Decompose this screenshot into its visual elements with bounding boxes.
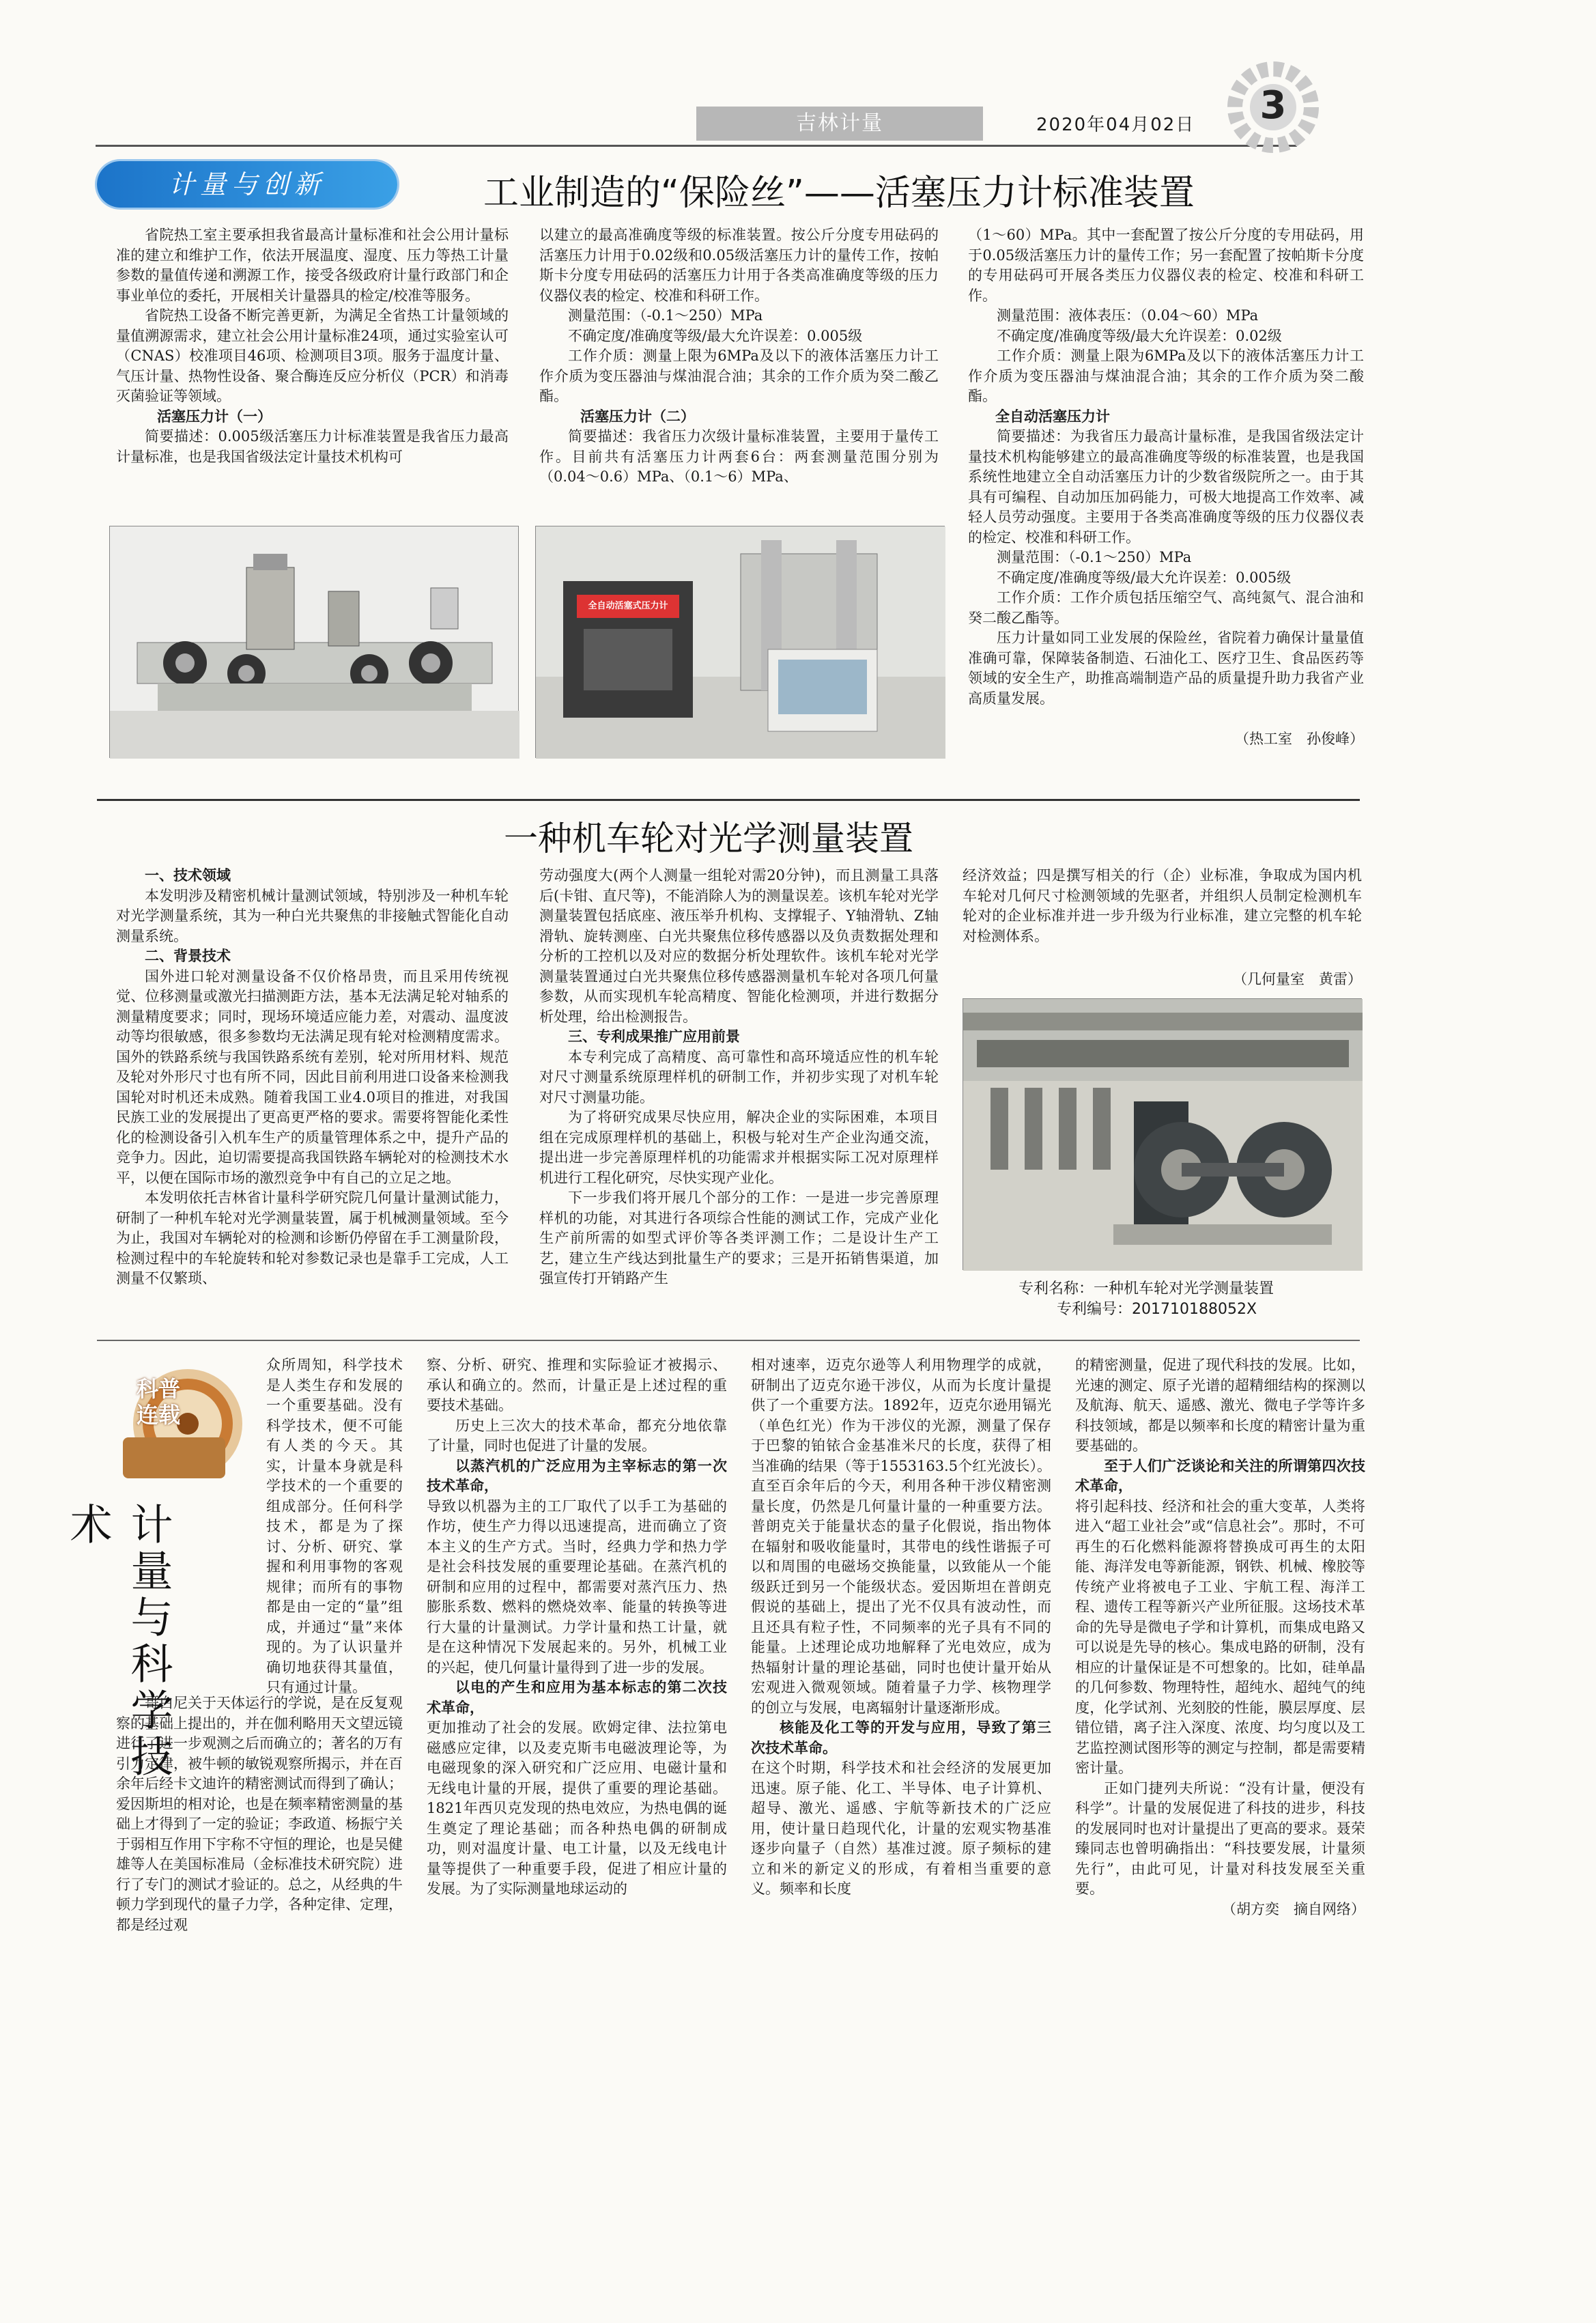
paragraph: 简要描述：为我省压力最高计量标准，是我国省级法定计量技术机构能够建立的最高准确度等级的标准装置，也是我国系统性地建立全自动活塞压力计的少数省级院所之一。由于其具有可编程、自动加压加码能力，可极大地提高工作效率、减轻人员劳动强度。主要用于各类高准确度等级的压力仪器仪表的检定、校准和科研工作。 bbox=[968, 428, 1364, 546]
patent-name: 专利名称：一种机车轮对光学测量装置 bbox=[1018, 1280, 1274, 1297]
spec-line: 工作介质：测量上限为6MPa及以下的液体活塞压力计工作介质为变压器油与煤油混合油；其余的工作介质为癸二酸酯。 bbox=[968, 348, 1364, 404]
subheading: 全自动活塞压力计 bbox=[995, 408, 1110, 425]
section-heading: 三、专利成果推广应用前景 bbox=[568, 1028, 740, 1045]
issue-date: 2020年04月02日 bbox=[1036, 115, 1195, 135]
spec-line: 不确定度/准确度等级/最大允许误差：0.005级 bbox=[568, 327, 863, 344]
paragraph: 省院热工设备不断完善更新，为满足全省热工计量领域的量值溯源需求，建立社会公用计量标准24项，通过实验室认可（CNAS）校准项目46项、检测项目3项。服务于温度计量、气压计量、热物性设备、聚合酶连反应分析仪（PCR）和消毒灭菌验证等领域。 bbox=[116, 307, 509, 404]
paragraph: 历史上三次大的技术革命，都充分地依靠了计量，同时也促进了计量的发展。 bbox=[427, 1417, 727, 1454]
badge-text: 科普连载 bbox=[137, 1376, 181, 1428]
paragraph: 正如门捷列夫所说：“没有计量，便没有科学”。计量的发展促进了科技的进步，科技的发展同时也对计量提出了更高的要求。聂荣臻同志也曾明确指出：“科技要发展，计量须先行”，由此可见，计量对科技发展至关重要。 bbox=[1075, 1779, 1365, 1897]
paragraph: 国外进口轮对测量设备不仅价格昂贵，而且采用传统视觉、位移测量或激光扫描测距方法，基本无法满足轮对轴系的测量精度要求；同时，现场环境适应能力差，对震动、温度波动等均很敏感，很多参数均无法满足现有轮对检测精度需求。国外的铁路系统与我国铁路系统有差别，轮对所用材料、规范及轮对外形尺寸也有所不同，因此目前利用进口设备来检测我国轮对时机还未成熟。随着我国工业4.0项目的推进，对我国民族工业的发展提出了更高更严格的要求。需要将智能化柔性化的检测设备引入机车生产的质量管理体系之中，提升产品的竞争力。因此，迫切需要提高我国铁路车辆轮对的检测技术水平，以便在国际市场的激烈竞争中有自己的立足之地。 bbox=[116, 968, 509, 1186]
paragraph-heading: 核能及化工等的开发与应用，导致了第三次技术革命。 bbox=[751, 1719, 1051, 1756]
page-header bbox=[96, 102, 1283, 147]
paragraph: 本专利完成了高精度、高可靠性和高环境适应性的机车轮对尺寸测量系统原理样机的研制工作，并初步实现了对机车轮对尺寸测量功能。 bbox=[539, 1048, 939, 1106]
article3-column-3 bbox=[751, 1355, 1051, 1987]
photo-piston-gauge bbox=[109, 526, 519, 758]
photo-caption-label: 全自动活塞式压力计 bbox=[588, 601, 668, 611]
spec-line: 测量范围：（-0.1～250）MPa bbox=[568, 307, 763, 324]
paragraph: 劳动强度大(两个人测量一组轮对需20分钟)，而且测量工具落后(卡钳、直尺等)，不能消除人为的测量误差。该机车轮对光学测量装置包括底座、液压举升机构、支撑辊子、Y轴滑轨、Z轴滑轨、旋转测座、白光共聚焦位移传感器以及负责数据处理和分析的工控机以及对应的数据分析处理软件。该机车轮对光学测量装置通过白光共聚焦位移传感器测量机车轮对各项几何量参数，从而实现机车轮高精度、智能化检测项，并进行数据分析处理，给出检测报告。 bbox=[539, 867, 939, 1025]
paragraph: 下一步我们将开展几个部分的工作：一是进一步完善原理样机的功能，对其进行各项综合性能的测试工作，完成产业化生产前所需的如型式评价等各类评测工作；二是设计生产工艺，建立生产线达到批量生产的要求；三是开拓销售渠道，加强宣传打开销路产生 bbox=[539, 1189, 939, 1286]
paragraph: 简要描述：我省压力次级计量标准装置，主要用于量传工作。目前共有活塞压力计两套6台：两套测量范围分别为（0.04～0.6）MPa、（0.1～6）MPa、 bbox=[539, 428, 939, 485]
paragraph: 的精密测量，促进了现代科技的发展。比如，光速的测定、原子光谱的超精细结构的探测以及航海、航天、遥感、激光、微电子学等许多科技领域，都是以频率和长度的精密计量为重要基础的。 bbox=[1075, 1357, 1365, 1454]
paragraph: 在这个时期，科学技术和社会经济的发展更加迅速。原子能、化工、半导体、电子计算机、超导、激光、遥感、宇航等新技术的广泛应用，使计量日趋现代化，计量的宏观实物基准逐步向量子（自然）基准过渡。原子频标的建立和米的新定义的形成，有着相当重要的意义。频率和长度 bbox=[751, 1760, 1051, 1897]
article3-title: 计量与科学技术 bbox=[63, 1502, 173, 1781]
paragraph: 将引起科技、经济和社会的重大变革，人类将进入“超工业社会”或“信息社会”。那时，不可再生的石化燃料能源将替换成可再生的太阳能、海洋发电等新能源，钢铁、机械、橡胶等传统产业将被电子工业、宇航工程、海洋工程、遗传工程等新兴产业所征服。这场技术革命的先导是微电子学和计算机，而集成电路又可以说是先导的核心。集成电路的研制，没有相应的计量保证是不可想象的。比如，硅单晶的几何参数、物理特性，超纯水、超纯气的纯度，化学试剂、光刻胶的性能，膜层厚度、层错位错，离子注入深度、浓度、均匀度以及工艺监控测试图形等的测定与控制，都是需要精密计量。 bbox=[1075, 1497, 1365, 1776]
paragraph: 以建立的最高准确度等级的标准装置。按公斤分度专用砝码的活塞压力计用于0.02级和0.05级活塞压力计的量传工作，按帕斯卡分度专用砝码的活塞压力计用于各类高准确度等级的压力仪器仪表的检定、校准和科研工作。 bbox=[539, 227, 939, 304]
article2-title: 一种机车轮对光学测量装置 bbox=[504, 819, 913, 858]
column-label-badge bbox=[97, 161, 397, 208]
spec-line: 测量范围：液体表压：（0.04～60）MPa bbox=[997, 307, 1259, 324]
header-rule bbox=[96, 145, 1297, 147]
paragraph: 压力计量如同工业发展的保险丝，省院着力确保计量量值准确可靠，保障装备制造、石油化工、医疗卫生、食品医药等领域的安全生产，助推高端制造产品的质量提升助力我省产业高质量发展。 bbox=[968, 630, 1364, 707]
article2-column-3 bbox=[963, 866, 1362, 968]
spec-line: 不确定度/准确度等级/最大允许误差：0.02级 bbox=[997, 327, 1282, 344]
masthead: 吉林计量 bbox=[796, 111, 883, 135]
paragraph: 导致以机器为主的工厂取代了以手工为基础的作坊，使生产力得以迅速提高，进而确立了资本主义的生产方式。当时，经典力学和热力学是社会科技发展的重要理论基础。在蒸汽机的研制和应用的过程中，都需要对蒸汽压力、热膨胀系数、燃料的燃烧效率、能量的转换等进行大量的计量测试。力学计量和热工计量，就是在这种情况下发展起来的。另外，机械工业的兴起，使几何量计量得到了进一步的发展。 bbox=[427, 1497, 727, 1676]
article1-column-1 bbox=[116, 225, 509, 507]
paragraph: 简要描述：0.005级活塞压力计标准装置是我省压力最高计量标准，也是我国省级法定计量技术机构可 bbox=[116, 428, 509, 465]
column-label: 计量与创新 bbox=[168, 169, 326, 199]
spec-line: 测量范围：（-0.1～250）MPa bbox=[997, 549, 1192, 565]
paragraph: 经济效益；四是撰写相关的行（企）业标准，争取成为国内机车轮对几何尺寸检测领域的先驱者，并组织人员制定检测机车轮对的企业标准并进一步升级为行业标准，建立完整的机车轮对检测体系。 bbox=[963, 867, 1362, 944]
paragraph: 察、分析、研究、推理和实际验证才被揭示、承认和确立的。然而，计量正是上述过程的重要技术基础。 bbox=[427, 1357, 727, 1413]
science-series-badge bbox=[109, 1355, 246, 1485]
article2-byline: （几何量室 黄雷） bbox=[1233, 971, 1362, 987]
section-heading: 一、技术领域 bbox=[145, 867, 231, 884]
article1-title: 工业制造的“保险丝”——活塞压力计标准装置 bbox=[483, 173, 1195, 214]
article3-top-rule bbox=[97, 1340, 1360, 1341]
patent-number: 专利编号：201710188052X bbox=[1057, 1301, 1257, 1318]
article2-top-rule bbox=[97, 799, 1360, 801]
section-heading: 二、背景技术 bbox=[145, 948, 231, 964]
paragraph: 省院热工室主要承担我省最高计量标准和社会公用计量标准的建立和维护工作，依法开展温度、湿度、压力等热工计量参数的量值传递和溯源工作，接受各级政府计量行政部门和企事业单位的委托，开展相关计量器具的检定/校准等服务。 bbox=[116, 227, 509, 304]
article3-column-4 bbox=[1075, 1355, 1365, 1987]
photo-automatic-piston-gauge bbox=[535, 526, 945, 758]
paragraph-heading: 以电的产生和应用为基本标志的第二次技术革命， bbox=[427, 1679, 727, 1716]
article1-column-2 bbox=[539, 225, 939, 507]
subheading: 活塞压力计（二） bbox=[580, 408, 695, 425]
photo-wheelset-device bbox=[963, 998, 1362, 1270]
article3-column-2 bbox=[427, 1355, 727, 1987]
page-number: 3 bbox=[1259, 83, 1287, 128]
article1-column-3 bbox=[968, 225, 1364, 765]
paragraph: 为了将研究成果尽快应用，解决企业的实际困难，本项目组在完成原理样机的基础上，积极与轮对生产企业沟通交流，提出进一步完善原理样机的功能需求并根据实际工况对原理样机进行工程化研究，尽快实现产业化。 bbox=[539, 1109, 939, 1186]
paragraph: 相对速率，迈克尔逊等人利用物理学的成就，研制出了迈克尔逊干涉仪，从而为长度计量提供了一个重要方法。1892年，迈克尔逊用镉光（单色红光）作为干涉仪的光源，测量了保存于巴黎的铂铱合金基准米尺的长度，获得了相当准确的结果（等于1553163.5个红光波长）。直至百余年后的今天，利用各种干涉仪精密测量长度，仍然是几何量计量的一种重要方法。普朗克关于能量状态的量子化假说，指出物体在辐射和吸收能量时，其带电的线性谐振子可以和周围的电磁场交换能量，以致能从一个能级跃迁到另一个能级状态。爱因斯坦在普朗克假说的基础上，提出了光不仅具有波动性，而且还具有粒子性，不同频率的光子具有不同的能量。上述理论成功地解释了光电效应，成为热辐射计量的理论基础，同时也使计量开始从宏观进入微观领域。随着量子力学、核物理学的创立与发展，电离辐射计量逐渐形成。 bbox=[751, 1357, 1051, 1716]
paragraph-heading: 以蒸汽机的广泛应用为主宰标志的第一次技术革命， bbox=[427, 1457, 727, 1494]
spec-line: 工作介质：测量上限为6MPa及以下的液体活塞压力计工作介质为变压器油与煤油混合油；其余的工作介质为癸二酸乙酯。 bbox=[539, 348, 939, 404]
paragraph: （1～60）MPa。其中一套配置了按公斤分度的专用砝码，用于0.05级活塞压力计的量传工作；另一套配置了按帕斯卡分度的专用砝码可开展各类压力仪器仪表的检定、校准和科研工作。 bbox=[968, 227, 1364, 304]
article3-intro-cont bbox=[205, 1535, 403, 1692]
paragraph: 本发明依托吉林省计量科学研究院几何量计量测试能力，研制了一种机车轮对光学测量装置，属于机械测量领域。至今为止，我国对车辆轮对的检测和诊断仍停留在手工测量阶段，检测过程中的车轮旋转和轮对参数记录也是靠手工完成，人工测量不仅繁琐、 bbox=[116, 1189, 509, 1286]
paragraph-heading: 至于人们广泛谈论和关注的所谓第四次技术革命， bbox=[1075, 1457, 1365, 1494]
spec-line: 工作介质：工作介质包括压缩空气、高纯氮气、混合油和癸二酸乙酯等。 bbox=[968, 589, 1364, 626]
article2-column-1 bbox=[116, 866, 509, 1330]
article2-column-2 bbox=[539, 866, 939, 1330]
article3-intro: 众所周知，科学技术是人类生存和发展的一个重要基础。没有科学技术，便不可能有人类的今天。其实，计量本身就是科学技术的一个重要的组成部分。任何科学技术，都是为了探讨、分析、研究、掌握和利用事物的客观规律；而所有的事物都是由一定的“量”组成，并通过“量”来体现的。为了认识量并确切地获得其量值，只有通过计量。 bbox=[266, 1357, 403, 1695]
paragraph: 本发明涉及精密机械计量测试领域，特别涉及一种机车轮对光学测量系统，其为一种白光共聚焦的非接触式智能化自动测量系统。 bbox=[116, 887, 509, 944]
article3-column-1-lower: 哥白尼关于天体运行的学说，是在反复观察的基础上提出的，并在伽利略用天文望远镜进行了进一步观测之后而确立的；著名的万有引力定律，被牛顿的敏锐观察所揭示，并在百余年后经卡文迪许的精密测试而得到了确认；爱因斯坦的相对论，也是在频率精密测量的基础上才得到了一定的验证；李政道、杨振宁关于弱相互作用下宇称不守恒的理论，也是吴健雄等人在美国标准局（金标准技术研究院）进行了专门的测试才验证的。总之，从经典的牛顿力学到现代的量子力学，各种定律、定理，都是经过观 bbox=[116, 1695, 403, 1933]
byline: （胡方奕 摘自网络） bbox=[1222, 1900, 1365, 1917]
byline: （热工室 孙俊峰） bbox=[1235, 731, 1364, 747]
spec-line: 不确定度/准确度等级/最大允许误差：0.005级 bbox=[997, 569, 1292, 586]
paragraph: 更加推动了社会的发展。欧姆定律、法拉第电磁感应定律，以及麦克斯韦电磁波理论等，为电磁现象的深入研究和广泛应用、电磁计量和无线电计量的开展，提供了重要的理论基础。1821年西贝克发现的热电效应，为热电偶的诞生奠定了理论基础；而各种热电偶的研制成功，则对温度计量、电工计量，以及无线电计量等提供了一种重要手段，促进了相应计量的发展。为了实际测量地球运动的 bbox=[427, 1719, 727, 1897]
subheading: 活塞压力计（一） bbox=[157, 408, 272, 425]
